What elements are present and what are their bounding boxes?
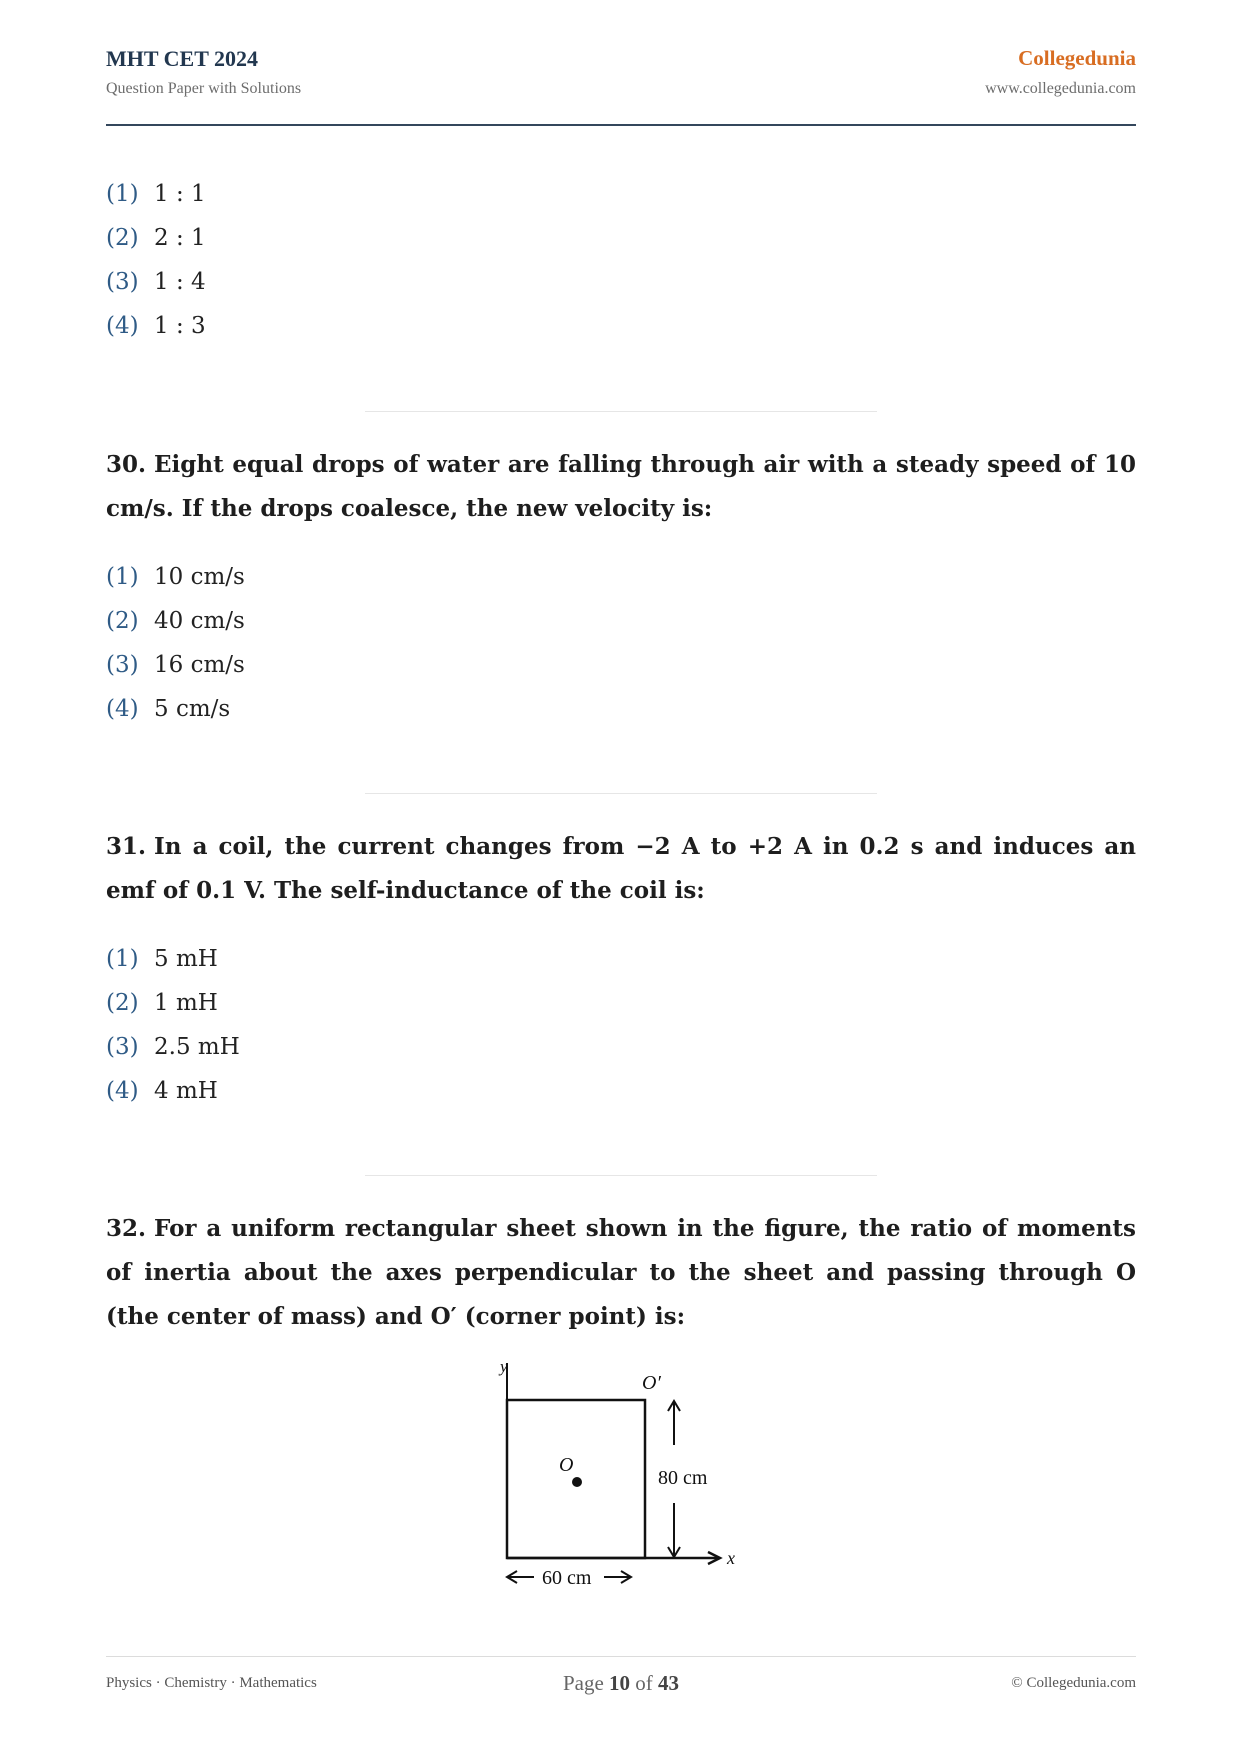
option-number: (3) bbox=[106, 652, 139, 678]
option-number: (1) bbox=[106, 946, 139, 972]
option-text: 2.5 mH bbox=[154, 1034, 240, 1060]
option-text: 2 : 1 bbox=[154, 225, 206, 251]
brand-website: www.collegedunia.com bbox=[985, 80, 1136, 97]
option-number: (2) bbox=[106, 990, 139, 1016]
question-31-options bbox=[106, 937, 240, 1113]
question-text: In a coil, the current changes from −2 A to +2 A in 0.2 s and induces an emf of 0.1 V. The self-inductance of the coil is: bbox=[106, 833, 1136, 904]
option-item[interactable] bbox=[106, 599, 245, 643]
page-footer bbox=[106, 1656, 1136, 1697]
rectangular-sheet-figure bbox=[490, 1355, 760, 1610]
section-divider bbox=[365, 411, 877, 412]
page-indicator bbox=[106, 1671, 1136, 1696]
option-item[interactable] bbox=[106, 216, 206, 260]
center-of-mass-dot bbox=[572, 1477, 582, 1487]
option-number: (1) bbox=[106, 564, 139, 590]
width-dimension-label: 60 cm bbox=[542, 1567, 592, 1589]
question-number: 31. bbox=[106, 833, 147, 860]
exam-subtitle: Question Paper with Solutions bbox=[106, 80, 302, 97]
option-item[interactable] bbox=[106, 937, 240, 981]
corner-point-label: O′ bbox=[642, 1372, 661, 1394]
section-divider bbox=[365, 793, 877, 794]
option-text: 1 : 1 bbox=[154, 181, 206, 207]
option-text: 10 cm/s bbox=[154, 564, 245, 590]
option-number: (2) bbox=[106, 608, 139, 634]
page-of: of bbox=[635, 1671, 653, 1695]
option-item[interactable] bbox=[106, 1025, 240, 1069]
prev-options-list bbox=[106, 172, 206, 348]
option-text: 40 cm/s bbox=[154, 608, 245, 634]
page-current: 10 bbox=[609, 1671, 631, 1695]
option-number: (3) bbox=[106, 1034, 139, 1060]
option-item[interactable] bbox=[106, 1069, 240, 1113]
brand-name: Collegedunia bbox=[1018, 46, 1136, 70]
option-number: (4) bbox=[106, 1078, 139, 1104]
section-divider bbox=[365, 1175, 877, 1176]
option-item[interactable] bbox=[106, 172, 206, 216]
option-text: 5 mH bbox=[154, 946, 218, 972]
option-text: 1 : 3 bbox=[154, 313, 206, 339]
option-number: (4) bbox=[106, 313, 139, 339]
option-text: 16 cm/s bbox=[154, 652, 245, 678]
option-text: 4 mH bbox=[154, 1078, 218, 1104]
exam-title: MHT CET 2024 bbox=[106, 46, 258, 71]
x-axis-label: x bbox=[727, 1548, 735, 1568]
question-31 bbox=[106, 825, 1136, 913]
question-text: For a uniform rectangular sheet shown in the figure, the ratio of moments of inertia about the axes perpendicular to the sheet and passing through O (the center of mass) and O′ (corner point) is: bbox=[106, 1215, 1136, 1330]
option-item[interactable] bbox=[106, 643, 245, 687]
question-30-options bbox=[106, 555, 245, 731]
footer-copyright: © Collegedunia.com bbox=[1011, 1675, 1136, 1691]
question-30 bbox=[106, 443, 1136, 531]
page-prefix: Page bbox=[562, 1671, 604, 1695]
option-item[interactable] bbox=[106, 981, 240, 1025]
option-text: 5 cm/s bbox=[154, 696, 231, 722]
page-total: 43 bbox=[658, 1671, 680, 1695]
option-text: 1 : 4 bbox=[154, 269, 206, 295]
page-header bbox=[106, 44, 1136, 126]
question-32 bbox=[106, 1207, 1136, 1339]
option-text: 1 mH bbox=[154, 990, 218, 1016]
question-text: Eight equal drops of water are falling through air with a steady speed of 10 cm/s. If the drops coalesce, the new velocity is: bbox=[106, 451, 1136, 522]
height-dimension-label: 80 cm bbox=[658, 1467, 708, 1489]
option-item[interactable] bbox=[106, 304, 206, 348]
center-point-label: O bbox=[559, 1454, 574, 1476]
option-item[interactable] bbox=[106, 687, 245, 731]
option-number: (1) bbox=[106, 181, 139, 207]
question-number: 30. bbox=[106, 451, 147, 478]
footer-subjects: Physics · Chemistry · Mathematics bbox=[106, 1675, 317, 1691]
y-axis-label: y bbox=[500, 1357, 508, 1376]
option-number: (3) bbox=[106, 269, 139, 295]
option-item[interactable] bbox=[106, 260, 206, 304]
option-item[interactable] bbox=[106, 555, 245, 599]
option-number: (4) bbox=[106, 696, 139, 722]
question-number: 32. bbox=[106, 1215, 147, 1242]
option-number: (2) bbox=[106, 225, 139, 251]
